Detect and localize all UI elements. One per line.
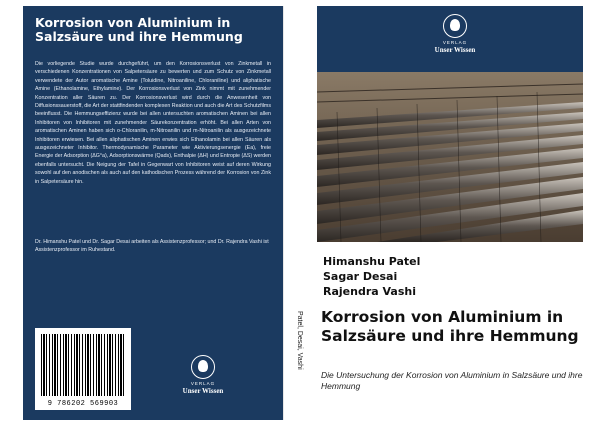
publisher-verlag-label: VERLAG [442, 40, 468, 45]
front-cover-subtitle: Die Untersuchung der Korrosion von Aluminium in Salzsäure und ihre Hemmung [321, 370, 583, 391]
publisher-emblem-icon [443, 14, 467, 38]
back-cover-authors-note: Dr. Himanshu Patel und Dr. Sagar Desai arbeiten als Assistenzprofessor; und Dr. Rajendra Vashi ist Assistenzprofessor im Ruhestand. [35, 239, 269, 254]
front-cover-authors [323, 254, 583, 299]
spine-authors: Patel, Desai, Vashi [296, 311, 303, 370]
publisher-name: Unser Wissen [434, 46, 476, 54]
publisher-name: Unser Wissen [182, 387, 224, 395]
book-spine [283, 6, 307, 420]
back-cover-description: Die vorliegende Studie wurde durchgeführt, um den Korrosionsverlust von Zinkmetall in verschiedenen Konzentrationen von Salpetersäure zu bewerten und zum Schutz von Zinkmetall verwendete der Autor aromatische Amine (Toluidine, Nitroaniline, Chloraniline) und aliphatische Amine (Ethanolamine, Ethylamine). Der Korrosionsverlust von Zink nimmt mit zunehmender Konzentration aller Säuren zu. Der Korrosionsverlust wird durch die Anwesenheit von Diffusionssauerstoff, die Art der stattfindenden komplexen Reaktion und auch die Art des Schutzfilms beeinflusst. Die Hemmungseffizienz wurde bei allen untersuchten aromatischen Aminen bei allen Inhibitoren von Inhibitoren mit zunehmender Säurekonzentration erhöht. Bei allen Arten von aromatischen Aminen haben sich o-Chloranilin, m-Nitroanilin und m-Nitroanilin als ausgezeichnete Inhibitoren erwiesen. Bei allen aliphatischen Aminen erwies sich Ethanolamin bei allen Säuren als ausgezeichneter Inhibitor. Thermodynamische Parameter wie Aktivierungsenergie (Ea), freie Energie der Adsorption (ΔG°a), Adsorptionswärme (Qads), Enthalpie (ΔH) und Entropie (ΔS) werden ebenfalls untersucht. Die Neigung der Tafel in Gegenwart von Inhibitoren weist auf deren Wirkung sowohl auf den anodischen als auch auf den kathodischen Prozess während der Korrosion von Zink in Salpetersäure hin. [35, 61, 271, 185]
front-publisher-logo [427, 14, 483, 55]
author-name: Himanshu Patel [323, 255, 421, 268]
cover-photo-rebar [317, 72, 583, 242]
publisher-verlag-label: VERLAG [190, 381, 216, 386]
isbn-number: 9 786202 569903 [47, 400, 119, 408]
isbn-barcode [35, 328, 131, 410]
front-cover-title: Korrosion von Aluminium in Salzsäure und ihre Hemmung [321, 308, 579, 345]
author-name: Sagar Desai [323, 270, 398, 283]
barcode-bars [41, 334, 125, 396]
front-cover-header [317, 6, 583, 72]
front-cover [305, 6, 595, 420]
back-cover [23, 6, 283, 420]
back-publisher-logo [173, 355, 233, 396]
rebar-illustration [317, 72, 583, 242]
author-name: Rajendra Vashi [323, 285, 416, 298]
back-cover-title: Korrosion von Aluminium in Salzsäure und ihre Hemmung [35, 15, 243, 44]
publisher-emblem-icon [191, 355, 215, 379]
